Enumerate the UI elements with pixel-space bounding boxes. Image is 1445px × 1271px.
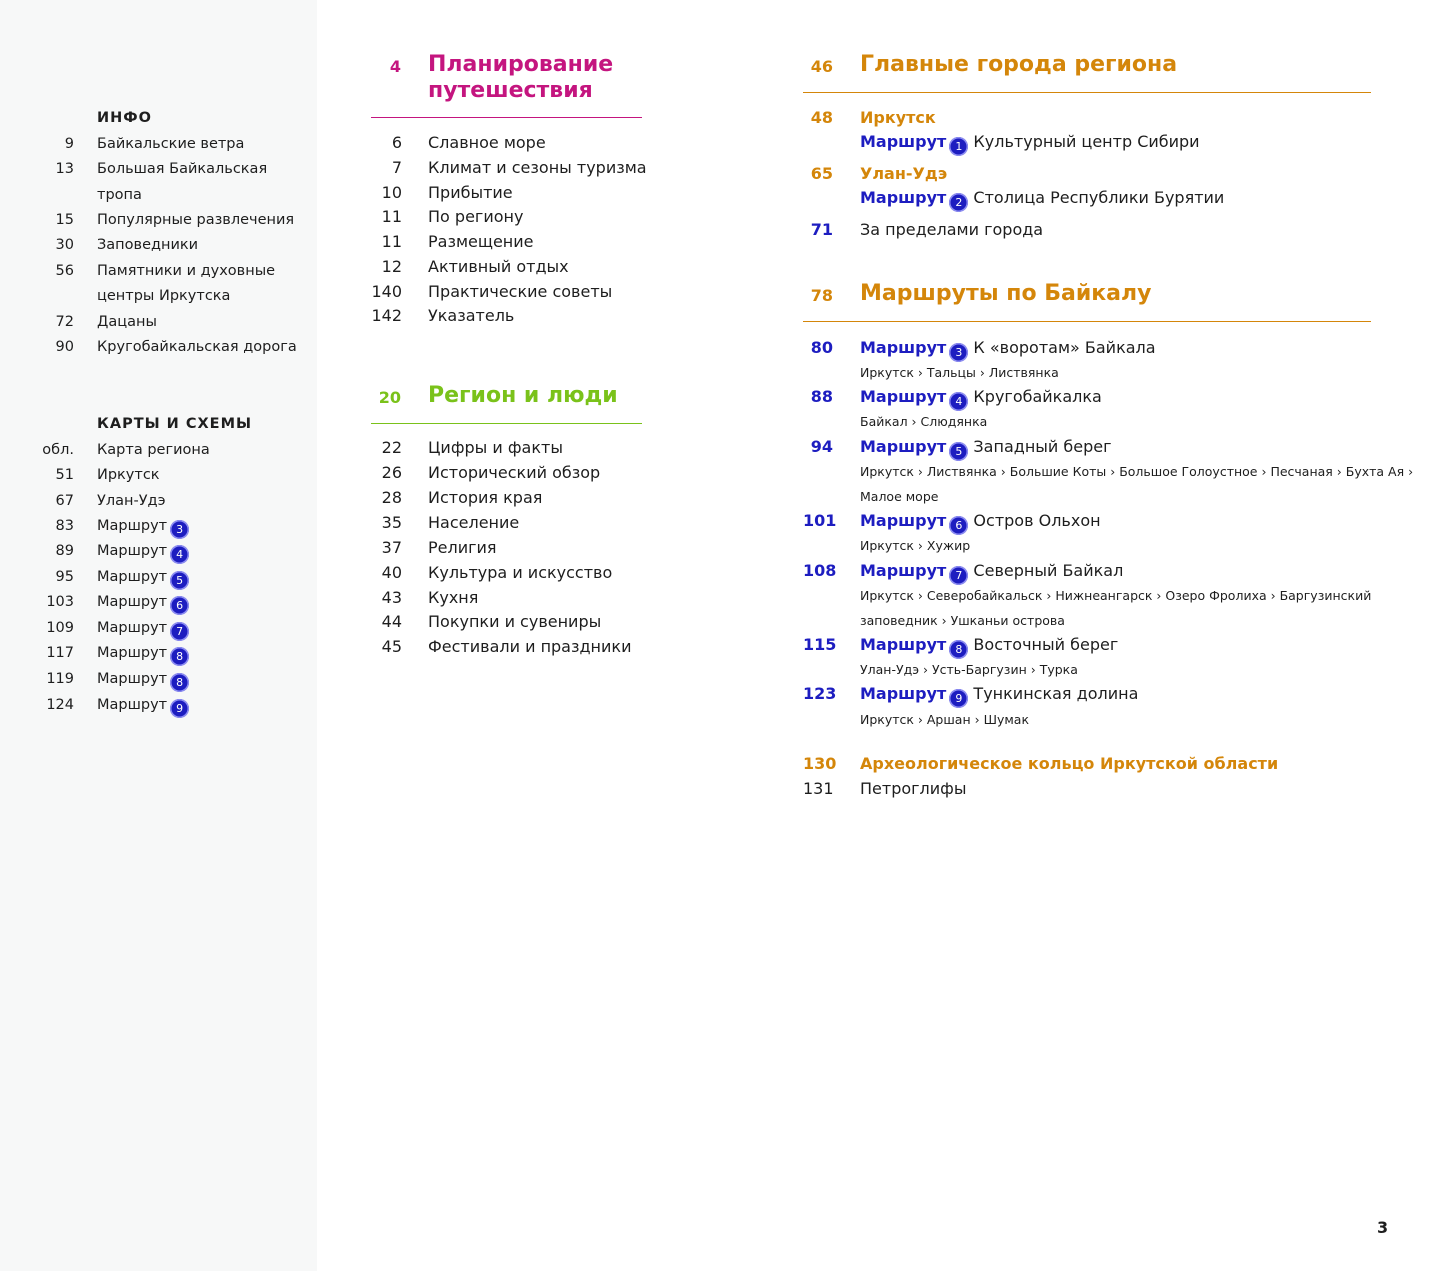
toc-entry[interactable] (371, 133, 661, 157)
item-label: Байкальские ветра (97, 136, 245, 152)
entry-label: За пределами города (860, 220, 1044, 239)
route-number-badge: 2 (949, 193, 968, 212)
page-number: 94 (810, 437, 833, 456)
route-number-badge: 8 (170, 647, 189, 666)
item-label: Популярные развлечения (97, 212, 295, 228)
route-label: Маршрут (860, 684, 947, 703)
route-label: Маршрут (860, 511, 947, 530)
page-number: 109 (46, 620, 74, 636)
page-number: 119 (46, 671, 74, 687)
section-number: 46 (810, 57, 833, 76)
page-number: 51 (55, 467, 74, 483)
city-name: Иркутск (860, 108, 936, 127)
entry-label: Культура и искусство (428, 563, 613, 582)
route-number-badge: 9 (170, 699, 189, 718)
map-item[interactable] (0, 492, 317, 518)
page-number: 83 (55, 518, 74, 534)
page-number: 26 (381, 463, 402, 482)
route-number-badge: 6 (170, 596, 189, 615)
page-number-footer: 3 (1377, 1218, 1389, 1237)
section-title-planning[interactable] (428, 52, 613, 104)
info-item-cont (0, 287, 317, 313)
page-number: обл. (42, 442, 74, 458)
route-label: Маршрут (860, 561, 947, 580)
page-number: 124 (46, 697, 74, 713)
page-number: 37 (381, 538, 402, 557)
page-number: 95 (55, 569, 74, 585)
info-item[interactable] (0, 160, 317, 186)
route-label: Маршрут (860, 635, 947, 654)
page-number: 10 (381, 183, 402, 202)
item-label: Дацаны (97, 314, 157, 330)
item-label: Маршрут (97, 620, 168, 636)
route-label: Маршрут (860, 188, 947, 207)
toc-entry[interactable] (371, 257, 661, 281)
route-stops-cont: заповедник › Ушканьи острова (860, 613, 1065, 628)
item-label: Маршрут (97, 645, 168, 661)
route-stops: Байкал › Слюдянка (860, 414, 988, 429)
maps-heading: КАРТЫ И СХЕМЫ (97, 416, 253, 432)
page-number: 88 (810, 387, 833, 406)
toc-entry[interactable] (371, 306, 661, 330)
item-label: Иркутск (97, 467, 160, 483)
item-label: Маршрут (97, 671, 168, 687)
entry-label: Фестивали и праздники (428, 637, 632, 656)
page-number: 72 (55, 314, 74, 330)
route-title: Западный берег (973, 437, 1112, 456)
section-number: 78 (810, 286, 833, 305)
item-label: Заповедники (97, 237, 199, 253)
entry-label: Покупки и сувениры (428, 612, 602, 631)
entry-label: Цифры и факты (428, 438, 563, 457)
route-stops: Иркутск › Аршан › Шумак (860, 712, 1029, 727)
entry-label: Кухня (428, 588, 479, 607)
route-number-badge: 3 (170, 520, 189, 539)
route-title: Северный Байкал (973, 561, 1124, 580)
entry-label: Прибытие (428, 183, 513, 202)
page-number: 35 (381, 513, 402, 532)
page-number: 9 (64, 136, 74, 152)
route-number-badge: 5 (949, 442, 968, 461)
page-number: 142 (371, 306, 402, 325)
toc-entry[interactable] (371, 588, 661, 612)
item-label: Большая Байкальская (97, 161, 268, 177)
page-number: 44 (381, 612, 402, 631)
page-number: 13 (55, 161, 74, 177)
map-item[interactable] (0, 644, 317, 670)
route-stops: Иркутск › Листвянка › Большие Коты › Большое Голоустное › Песчаная › Бухта Ая › (860, 464, 1414, 479)
entry-label: Практические советы (428, 282, 613, 301)
route-number-badge: 4 (949, 392, 968, 411)
route-label: Маршрут (860, 437, 947, 456)
page-number: 45 (381, 637, 402, 656)
route-number-badge: 6 (949, 516, 968, 535)
page-number: 15 (55, 212, 74, 228)
section-rule (803, 92, 1371, 93)
section-title-region[interactable]: Регион и люди (428, 383, 618, 408)
route-title: Тункинская долина (973, 684, 1139, 703)
map-item[interactable] (0, 619, 317, 645)
map-item[interactable] (0, 517, 317, 543)
route-number-badge: 7 (170, 622, 189, 641)
map-item[interactable] (0, 670, 317, 696)
route-title: Столица Республики Бурятии (973, 188, 1225, 207)
route-title: Восточный берег (973, 635, 1119, 654)
toc-entry[interactable] (371, 207, 661, 231)
route-number-badge: 8 (949, 640, 968, 659)
item-label: Маршрут (97, 518, 168, 534)
route-label: Маршрут (860, 338, 947, 357)
item-label: Памятники и духовные (97, 263, 276, 279)
section-rule (371, 117, 642, 118)
page-number: 6 (391, 133, 402, 152)
page-number: 90 (55, 339, 74, 355)
route-number-badge: 8 (170, 673, 189, 692)
map-item[interactable] (0, 696, 317, 722)
title-line: путешествия (428, 78, 593, 103)
entry-label: Климат и сезоны туризма (428, 158, 647, 177)
page-number: 11 (381, 207, 402, 226)
route-label: Маршрут (860, 132, 947, 151)
map-item[interactable] (0, 466, 317, 492)
page-number: 130 (803, 754, 837, 773)
entry-label: Указатель (428, 306, 515, 325)
title-line: Планирование (428, 52, 614, 77)
item-label: Улан-Удэ (97, 493, 166, 509)
entry-label: Размещение (428, 232, 534, 251)
section-number: 20 (378, 388, 401, 407)
entry-label: Исторический обзор (428, 463, 601, 482)
page-number: 101 (803, 511, 837, 530)
page-number: 56 (55, 263, 74, 279)
entry-label: Активный отдых (428, 257, 569, 276)
map-item[interactable] (0, 593, 317, 619)
info-item[interactable] (0, 262, 317, 288)
page-number: 40 (381, 563, 402, 582)
entry-label: Славное море (428, 133, 546, 152)
entry-title: Археологическое кольцо Иркутской области (860, 754, 1279, 773)
item-label: тропа (97, 187, 142, 203)
entry-label: Петроглифы (860, 779, 967, 798)
entry-label: История края (428, 488, 543, 507)
info-item[interactable] (0, 135, 317, 161)
item-label: центры Иркутска (97, 288, 231, 304)
route-stops: Улан-Удэ › Усть-Баргузин › Турка (860, 662, 1078, 677)
item-label: Маршрут (97, 569, 168, 585)
page-number: 43 (381, 588, 402, 607)
item-label: Маршрут (97, 543, 168, 559)
toc-entry[interactable] (371, 612, 661, 636)
route-title: Кругобайкалка (973, 387, 1102, 406)
toc-entry[interactable] (371, 538, 661, 562)
page-number: 7 (391, 158, 402, 177)
page-number: 67 (55, 493, 74, 509)
city-name: Улан-Удэ (860, 164, 948, 183)
info-item[interactable] (0, 313, 317, 339)
toc-entry[interactable] (371, 488, 661, 512)
route-stops-cont: Малое море (860, 489, 939, 504)
route-title: К «воротам» Байкала (973, 338, 1156, 357)
info-item[interactable] (0, 236, 317, 262)
page-number: 30 (55, 237, 74, 253)
entry-label: Религия (428, 538, 497, 557)
toc-entry[interactable] (371, 463, 661, 487)
toc-entry[interactable] (371, 158, 661, 182)
map-item[interactable] (0, 542, 317, 568)
page-number: 48 (810, 108, 833, 127)
page-number: 80 (810, 338, 833, 357)
item-label: Маршрут (97, 697, 168, 713)
page-number: 103 (46, 594, 74, 610)
toc-entry[interactable] (371, 513, 661, 537)
page-number: 140 (371, 282, 402, 301)
route-number-badge: 7 (949, 566, 968, 585)
route-stops: Иркутск › Северобайкальск › Нижнеангарск › Озеро Фролиха › Баргузинский (860, 588, 1372, 603)
route-number-badge: 1 (949, 137, 968, 156)
sidebar (0, 0, 317, 1271)
page-number: 65 (810, 164, 833, 183)
page-number: 71 (810, 220, 833, 239)
section-rule (803, 321, 1371, 322)
toc-entry[interactable] (371, 282, 661, 306)
section-number: 4 (389, 57, 401, 76)
page-number: 12 (381, 257, 402, 276)
toc-entry[interactable] (371, 232, 661, 256)
info-item[interactable] (0, 338, 317, 364)
entry-label: По региону (428, 207, 524, 226)
section-title-routes[interactable]: Маршруты по Байкалу (860, 281, 1152, 306)
item-label: Кругобайкальская дорога (97, 339, 297, 355)
toc-entry[interactable] (371, 183, 661, 207)
page-number: 89 (55, 543, 74, 559)
route-title: Остров Ольхон (973, 511, 1101, 530)
toc-entry[interactable] (371, 563, 661, 587)
page-number: 22 (381, 438, 402, 457)
route-number-badge: 4 (170, 545, 189, 564)
route-title: Культурный центр Сибири (973, 132, 1200, 151)
route-number-badge: 3 (949, 343, 968, 362)
page-number: 117 (46, 645, 74, 661)
section-rule (371, 423, 642, 424)
page-number: 11 (381, 232, 402, 251)
page-number: 28 (381, 488, 402, 507)
page-number: 108 (803, 561, 837, 580)
info-heading: ИНФО (97, 110, 152, 126)
entry-label: Население (428, 513, 520, 532)
section-title-cities[interactable]: Главные города региона (860, 52, 1178, 77)
route-number-badge: 5 (170, 571, 189, 590)
item-label: Карта региона (97, 442, 210, 458)
item-label: Маршрут (97, 594, 168, 610)
page-number: 115 (803, 635, 837, 654)
route-number-badge: 9 (949, 689, 968, 708)
toc-entry[interactable] (371, 438, 661, 462)
map-item[interactable] (0, 568, 317, 594)
route-label: Маршрут (860, 387, 947, 406)
page-number: 131 (803, 779, 834, 798)
map-item[interactable] (0, 441, 317, 467)
info-item[interactable] (0, 211, 317, 237)
info-item-cont (0, 186, 317, 212)
page-number: 123 (803, 684, 837, 703)
toc-entry[interactable] (371, 637, 661, 661)
route-stops: Иркутск › Тальцы › Листвянка (860, 365, 1059, 380)
route-stops: Иркутск › Хужир (860, 538, 971, 553)
